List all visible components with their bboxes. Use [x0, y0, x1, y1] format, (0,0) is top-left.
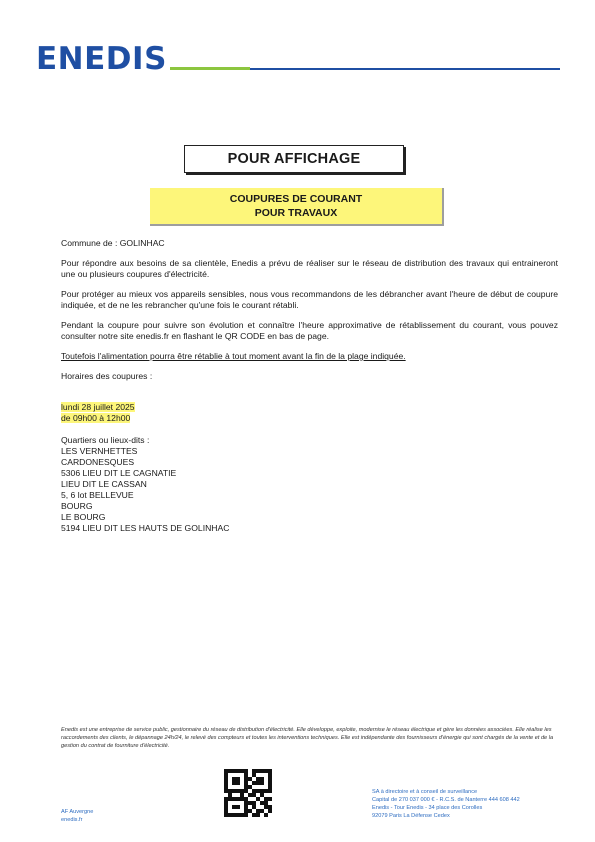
- footer-disclaimer: Enedis est une entreprise de service public, gestionnaire du réseau de distribution d'électricité. Elle développe, exploite, modernise le réseau électrique et gère les données associées. Elle réalise les raccordements des clients, le dépannage 24h/24, le relevé des compteurs et toutes les interventions techniques. Elle est indépendante des fournisseurs d'énergie qui sont chargés de la vente et de la gestion du contrat de fourniture d'électricité.: [61, 727, 554, 749]
- company-line-3: Enedis - Tour Enedis - 34 place des Corolles: [372, 805, 483, 811]
- footer-website-link[interactable]: enedis.fr: [61, 817, 83, 823]
- place-item: LE BOURG: [61, 512, 106, 522]
- schedule-time-line: [61, 413, 558, 424]
- footer-region: AF Auvergne: [61, 809, 94, 815]
- paragraph-qr-info: Pendant la coupure pour suivre son évolution et connaître l'heure approximative de rétablissement du courant, vous pouvez consulter notre site enedis.fr en flashant le QR CODE en bas de page.: [61, 320, 558, 341]
- header-accent: [170, 67, 250, 70]
- schedule-label: Horaires des coupures :: [61, 371, 153, 381]
- place-item: 5194 LIEU DIT LES HAUTS DE GOLINHAC: [61, 523, 230, 533]
- footer-left-address: [61, 808, 93, 824]
- place-item: BOURG: [61, 501, 93, 511]
- notice-subtitle-line1: COUPURES DE COURANT: [229, 193, 363, 205]
- paragraph-advice: Pour protéger au mieux vos appareils sensibles, nous vous recommandons de les débrancher avant l'heure de début de coupure indiquée, et de ne les rebrancher qu'une fois le courant rétabli.: [61, 289, 558, 310]
- schedule-time: de 09h00 à 12h00: [61, 413, 131, 423]
- commune-line: Commune de : GOLINHAC: [61, 238, 165, 248]
- footer-company-info: [372, 788, 520, 820]
- company-line-2: Capital de 270 037 000 € - R.C.S. de Nanterre 444 608 442: [372, 797, 520, 803]
- places-list: [61, 446, 558, 534]
- enedis-logo: ENEDIS: [36, 41, 167, 77]
- qr-code-icon[interactable]: [224, 769, 272, 817]
- place-item: 5306 LIEU DIT LE CAGNATIE: [61, 468, 177, 478]
- company-line-1: SA à directoire et à conseil de surveillance: [372, 789, 478, 795]
- paragraph-intro: Pour répondre aux besoins de sa clientèle, Enedis a prévu de réaliser sur le réseau de distribution des travaux qui entraineront une ou plusieurs coupures d'électricité.: [61, 258, 558, 279]
- notice-title-box: [184, 145, 404, 173]
- place-item: CARDONESQUES: [61, 457, 135, 467]
- paragraph-restore-note: Toutefois l'alimentation pourra être rétablie à tout moment avant la fin de la plage indiquée.: [61, 351, 406, 361]
- company-line-4: 92079 Paris La Défense Cedex: [372, 813, 450, 819]
- schedule-date: lundi 28 juillet 2025: [61, 402, 135, 412]
- places-label: Quartiers ou lieux-dits :: [61, 435, 150, 445]
- schedule-date-line: [61, 402, 558, 413]
- place-item: LIEU DIT LE CASSAN: [61, 479, 147, 489]
- notice-subtitle-box: [150, 188, 444, 226]
- place-item: LES VERNHETTES: [61, 446, 138, 456]
- notice-body: [61, 238, 558, 534]
- notice-subtitle-line2: POUR TRAVAUX: [254, 207, 338, 219]
- place-item: 5, 6 lot BELLEVUE: [61, 490, 134, 500]
- notice-title: POUR AFFICHAGE: [227, 151, 361, 167]
